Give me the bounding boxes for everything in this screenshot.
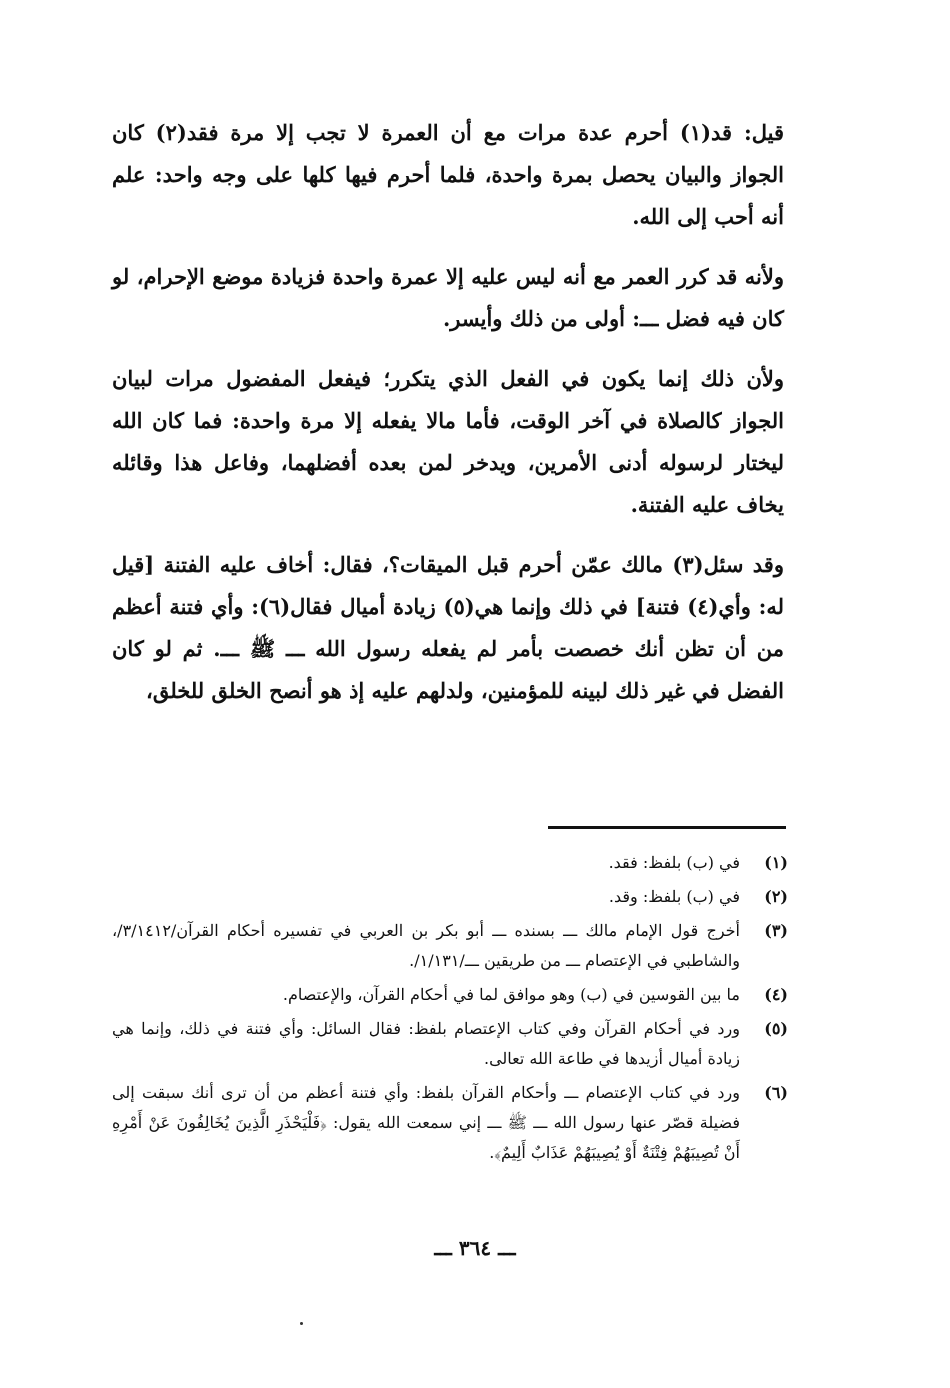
footnote-4 xyxy=(112,980,788,1010)
page-number: ـــ ٣٦٤ ـــ xyxy=(434,1236,516,1260)
main-text xyxy=(112,112,784,730)
footnote-number: (٢) xyxy=(764,887,788,906)
footnote-text: ورد في كتاب الإعتصام ـــ وأحكام القرآن بلفظ: وأي فتنة أعظم من أن ترى أنك سبقت إلى فضيلة قصّر عنها رسول الله ـــ ﷺ ـــ إني سمعت الله يقول: ﴿فَلْيَحْذَرِ الَّذِينَ يُخَالِفُونَ عَنْ أَمْرِهِ أَنْ تُصِيبَهُمْ فِتْنَةٌ أَوْ يُصِيبَهُمْ عَذَابٌ أَلِيمٌ﴾. xyxy=(112,1083,740,1162)
footnote-text: في (ب) بلفظ: وقد. xyxy=(608,887,740,906)
footnote-number: (٤) xyxy=(764,985,788,1004)
footnote-number: (٦) xyxy=(764,1083,788,1102)
footnote-number: (٥) xyxy=(764,1019,788,1038)
footnote-5 xyxy=(112,1014,788,1074)
footnote-text: أخرج قول الإمام مالك ـــ بسنده ـــ أبو بكر بن العربي في تفسيره أحكام القرآن/٣/١٤١٢/، والشاطبي في الإعتصام ـــ من طريقين ـــ/١/١٣١/. xyxy=(112,921,740,970)
footnote-1 xyxy=(112,848,788,878)
paragraph-3: ولأن ذلك إنما يكون في الفعل الذي يتكرر؛ فيفعل المفضول مرات لبيان الجواز كالصلاة في آخر الوقت، فأما مالا يفعله إلا مرة واحدة: فما كان الله ليختار لرسوله أدنى الأمرين، ويدخر لمن بعده أفضلهما، وفاعل هذا وقائله يخاف عليه الفتنة. xyxy=(112,366,784,517)
footnote-separator xyxy=(548,826,786,829)
footnote-6 xyxy=(112,1078,788,1168)
footnote-text: ورد في أحكام القرآن وفي كتاب الإعتصام بلفظ: فقال السائل: وأي فتنة في ذلك، وإنما هي زيادة أميال أزيدها في طاعة الله تعالى. xyxy=(112,1019,740,1068)
footnote-number: (٣) xyxy=(764,921,788,940)
footnotes xyxy=(112,848,788,1172)
footnote-2 xyxy=(112,882,788,912)
scan-speck xyxy=(300,1322,303,1325)
paragraph-1: قيل: قد(١) أحرم عدة مرات مع أن العمرة لا تجب إلا مرة فقد(٢) كان الجواز والبيان يحصل بمرة واحدة، فلما أحرم فيها كلها على وجه واحد: علم أنه أحب إلى الله. xyxy=(112,120,784,229)
footnote-text: ما بين القوسين في (ب) وهو موافق لما في أحكام القرآن، والإعتصام. xyxy=(282,985,740,1004)
footnote-number: (١) xyxy=(764,853,788,872)
footnote-text: في (ب) بلفظ: فقد. xyxy=(608,853,740,872)
paragraph-4: وقد سئل(٣) مالك عمّن أحرم قبل الميقات؟، فقال: أخاف عليه الفتنة [قيل له: وأي(٤) فتنة] في ذلك وإنما هي(٥) زيادة أميال فقال(٦): وأي فتنة أعظم من أن تظن أنك خصصت بأمر لم يفعله رسول الله ـــ ﷺ ـــ. ثم لو كان الفضل في غير ذلك لبينه للمؤمنين، ولدلهم عليه إذ هو أنصح الخلق للخلق، xyxy=(112,552,784,703)
footnote-3 xyxy=(112,916,788,976)
paragraph-2: ولأنه قد كرر العمر مع أنه ليس عليه إلا عمرة واحدة فزيادة موضع الإحرام، لو كان فيه فضل ـــ: أولى من ذلك وأيسر. xyxy=(112,264,784,331)
